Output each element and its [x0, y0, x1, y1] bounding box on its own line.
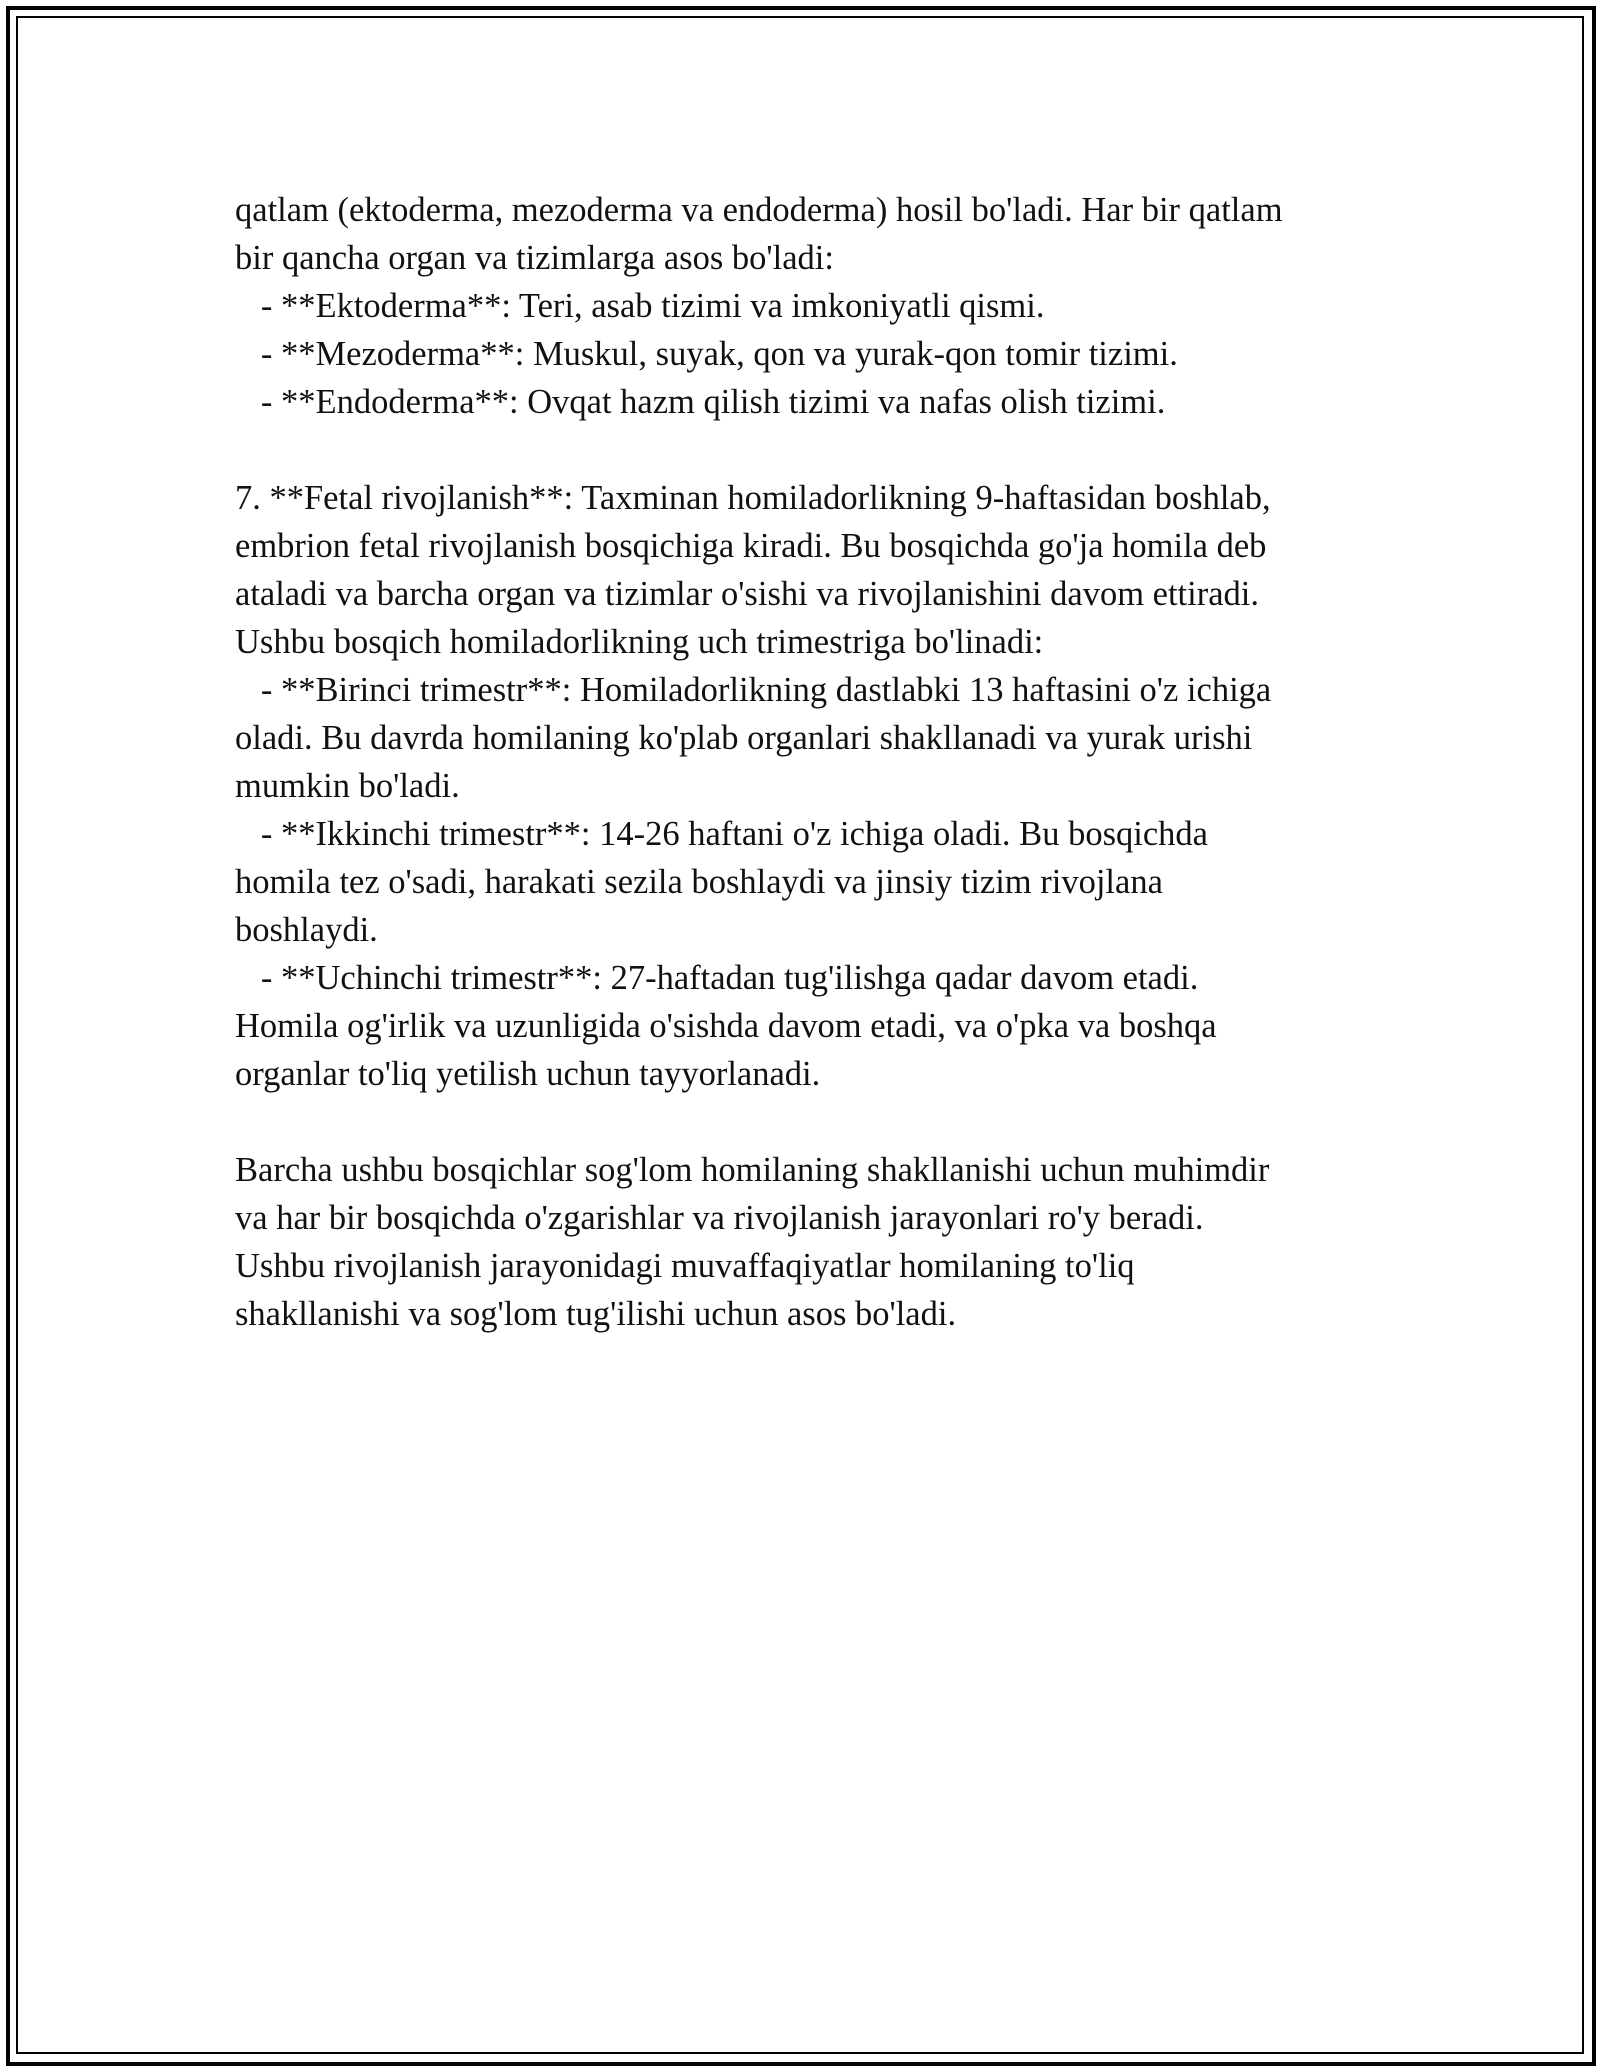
text-line: va har bir bosqichda o'zgarishlar va rivojlanish jarayonlari ro'y beradi. [235, 1199, 1204, 1237]
bullet-uchinchi-trimestr: - **Uchinchi trimestr**: 27-haftadan tug'ilishga qadar davom etadi. [235, 959, 1199, 997]
text-line: Ushbu bosqich homiladorlikning uch trimestriga bo'linadi: [235, 623, 1044, 661]
text-line: mumkin bo'ladi. [235, 767, 460, 805]
paragraph-gap [235, 426, 1375, 474]
text-line: organlar to'liq yetilish uchun tayyorlanadi. [235, 1055, 821, 1093]
text-line: ataladi va barcha organ va tizimlar o'sishi va rivojlanishini davom ettiradi. [235, 575, 1259, 613]
bullet-endoderma: - **Endoderma**: Ovqat hazm qilish tizimi va nafas olish tizimi. [235, 383, 1166, 421]
text-line: qatlam (ektoderma, mezoderma va endoderma) hosil bo'ladi. Har bir qatlam [235, 191, 1283, 229]
text-line: shakllanishi va sog'lom tug'ilishi uchun asos bo'ladi. [235, 1295, 957, 1333]
bullet-ikkinchi-trimestr: - **Ikkinchi trimestr**: 14-26 haftani o'z ichiga oladi. Bu bosqichda [235, 815, 1208, 853]
conclusion-line: Barcha ushbu bosqichlar sog'lom homilaning shakllanishi uchun muhimdir [235, 1151, 1270, 1189]
text-line: Ushbu rivojlanish jarayonidagi muvaffaqiyatlar homilaning to'liq [235, 1247, 1135, 1285]
text-line: homila tez o'sadi, harakati sezila boshlaydi va jinsiy tizim rivojlana [235, 863, 1163, 901]
text-line: bir qancha organ va tizimlarga asos bo'ladi: [235, 239, 834, 277]
document-body [235, 186, 1375, 1338]
text-line: Homila og'irlik va uzunligida o'sishda davom etadi, va o'pka va boshqa [235, 1007, 1217, 1045]
text-line: oladi. Bu davrda homilaning ko'plab organlari shakllanadi va yurak urishi [235, 719, 1253, 757]
paragraph-gap [235, 1098, 1375, 1146]
text-line: boshlaydi. [235, 911, 378, 949]
bullet-mezoderma: - **Mezoderma**: Muskul, suyak, qon va yurak-qon tomir tizimi. [235, 335, 1178, 373]
bullet-birinci-trimestr: - **Birinci trimestr**: Homiladorlikning dastlabki 13 haftasini o'z ichiga [235, 671, 1272, 709]
text-line: embrion fetal rivojlanish bosqichiga kiradi. Bu bosqichda go'ja homila deb [235, 527, 1267, 565]
section-7-heading-line: 7. **Fetal rivojlanish**: Taxminan homiladorlikning 9-haftasidan boshlab, [235, 479, 1271, 517]
bullet-ektoderma: - **Ektoderma**: Teri, asab tizimi va imkoniyatli qismi. [235, 287, 1045, 325]
